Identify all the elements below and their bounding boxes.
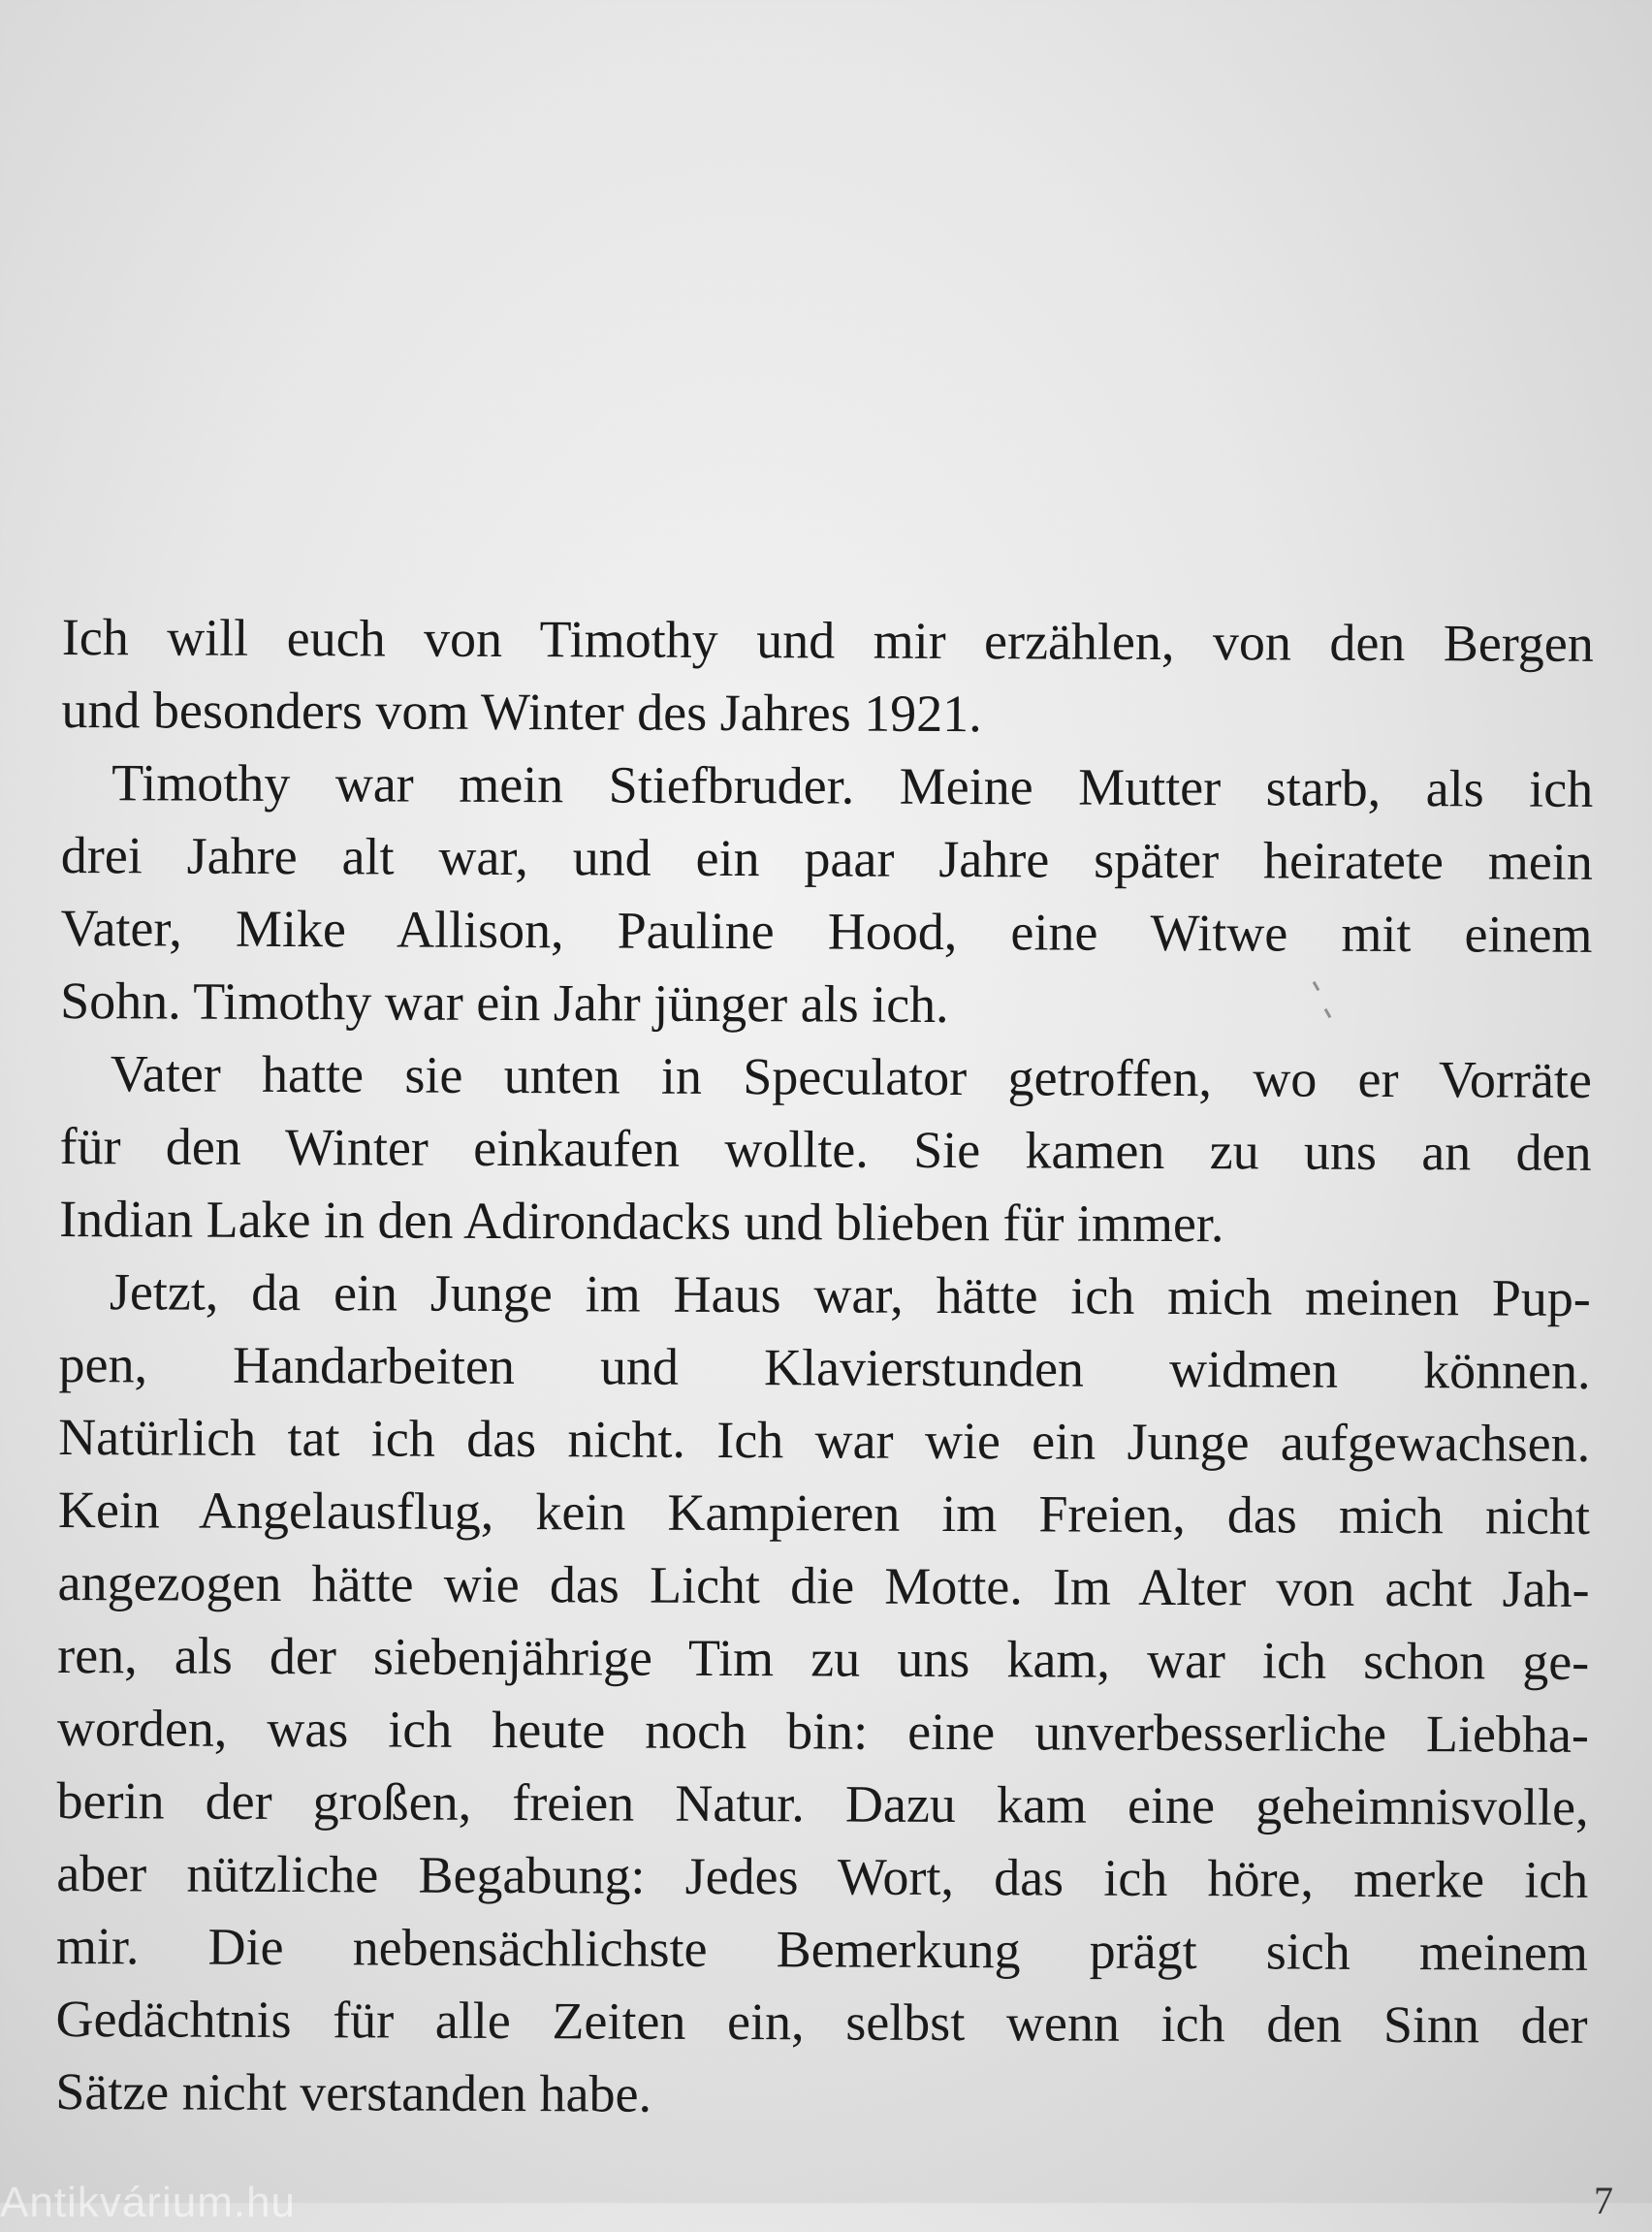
text-line: Gedächtnis für alle Zeiten ein, selbst wenn ich den Sinn der xyxy=(55,1989,1588,2055)
text-line: Indian Lake in den Adirondacks und blieben für immer. xyxy=(59,1189,1224,1254)
paragraph-2 xyxy=(60,747,1593,1044)
text-line: ren, als der siebenjährige Tim zu uns kam, war ich schon ge- xyxy=(57,1625,1590,1691)
page-number: 7 xyxy=(1594,2179,1613,2222)
body-text xyxy=(55,601,1594,2135)
watermark: Antikvárium.hu xyxy=(0,2179,297,2226)
paragraph-3 xyxy=(59,1037,1592,1262)
text-line: Vater, Mike Allison, Pauline Hood, eine Witwe mit einem xyxy=(60,898,1593,964)
paragraph-4 xyxy=(55,1256,1591,2135)
text-line: Timothy war mein Stiefbruder. Meine Mutter starb, als ich xyxy=(111,753,1594,818)
text-line: Jetzt, da ein Junge im Haus war, hätte ich mich meinen Pup- xyxy=(109,1262,1592,1327)
text-line: Natürlich tat ich das nicht. Ich war wie ein Junge aufgewachsen. xyxy=(58,1407,1591,1473)
text-line: pen, Handarbeiten und Klavierstunden widmen können. xyxy=(58,1334,1591,1400)
text-line: und besonders vom Winter des Jahres 1921. xyxy=(61,680,982,744)
text-line: Sohn. Timothy war ein Jahr jünger als ich. xyxy=(60,971,949,1034)
text-line: mir. Die nebensächlichste Bemerkung prägt sich meinem xyxy=(55,1916,1589,1982)
text-line: Ich will euch von Timothy und mir erzählen, von den Bergen xyxy=(61,607,1594,673)
text-line: drei Jahre alt war, und ein paar Jahre später heiratete mein xyxy=(60,825,1593,891)
text-line: berin der großen, freien Natur. Dazu kam eine geheimnisvolle, xyxy=(56,1770,1589,1836)
text-line: für den Winter einkaufen wollte. Sie kamen zu uns an den xyxy=(59,1116,1592,1182)
text-line: aber nützliche Begabung: Jedes Wort, das ich höre, merke ich xyxy=(56,1843,1589,1909)
text-line: worden, was ich heute noch bin: eine unverbesserliche Liebha- xyxy=(56,1698,1590,1764)
text-line: Sätze nicht verstanden habe. xyxy=(55,2061,652,2123)
paragraph-1 xyxy=(61,601,1594,753)
text-line: Vater hatte sie unten in Speculator getroffen, wo er Vorräte xyxy=(110,1044,1592,1109)
text-line: Kein Angelausflug, kein Kampieren im Freien, das mich nicht xyxy=(57,1480,1591,1546)
text-line: angezogen hätte wie das Licht die Motte. Im Alter von acht Jah- xyxy=(57,1552,1590,1618)
